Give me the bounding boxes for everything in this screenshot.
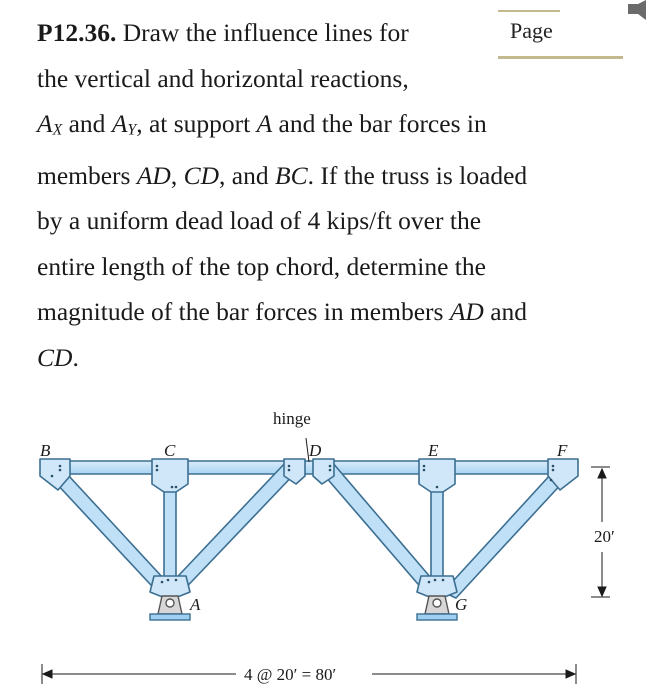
problem-line-6: entire length of the top chord, determine the [37, 251, 486, 281]
node-label-D: D [309, 441, 322, 460]
problem-line-4: members AD, CD, and BC. If the truss is loaded [37, 160, 528, 190]
problem-line-8: CD. [37, 342, 79, 372]
node-label-F: F [557, 441, 568, 460]
node-label-B: B [40, 441, 51, 460]
page-label: Page [510, 18, 553, 43]
gusset-C [152, 459, 188, 492]
node-label-G: G [455, 595, 468, 614]
hinge-label: hinge [273, 409, 311, 428]
problem-line-2: the vertical and horizontal reactions, [37, 63, 409, 93]
top-chord [42, 461, 576, 474]
problem-line-1: P12.36. Draw the influence lines for [37, 18, 409, 47]
node-label-E: E [428, 441, 439, 460]
support-A [150, 596, 190, 620]
support-G [417, 596, 457, 620]
node-label-A: A [190, 595, 201, 614]
height-dim-label: 20′ [594, 527, 615, 546]
span-dim-label: 4 @ 20′ = 80′ [244, 665, 337, 684]
problem-line-5: by a uniform dead load of 4 kips/ft over the [37, 206, 482, 236]
problem-line-3: $A_X$ and $A_Y$, at support A and the bar forces in [37, 109, 487, 139]
problem-line-7: magnitude of the bar forces in members AD and [37, 297, 528, 327]
node-label-C: C [164, 441, 176, 460]
problem-number: P12.36. [37, 18, 117, 47]
